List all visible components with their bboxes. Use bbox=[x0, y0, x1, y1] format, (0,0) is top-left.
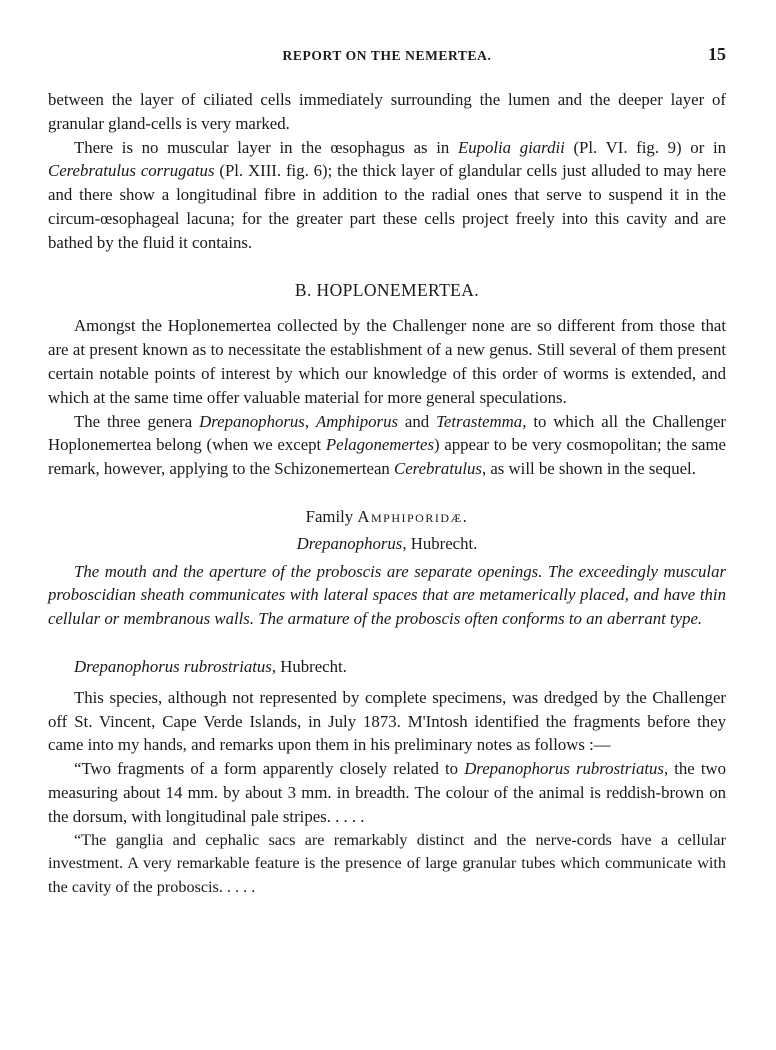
paragraph-lumen: between the layer of ciliated cells immediately surrounding the lumen and the deeper layer of granular gland-cells is very marked. bbox=[48, 90, 726, 133]
genus-diagnosis: The mouth and the aperture of the proboscis are separate openings. The exceedingly muscular proboscidian sheath communicates with lateral spaces that are metamerically placed, and have thin cellular or membranous walls. The armature of the proboscis often conforms to an aberrant type. bbox=[48, 561, 726, 629]
genus-name: Drepanophorus bbox=[296, 533, 403, 553]
paragraph-challenger-hoplonemertea: Amongst the Hoplonemertea collected by the Challenger none are so different from those that are at present known as to necessitate the establishment of a new genus. Still several of them present certain notable points of interest by which our knowledge of this order of worms is extended, and which at the same time offer valuable material for more general speculations. bbox=[48, 316, 726, 407]
genus-name: Cerebratulus bbox=[394, 459, 482, 479]
genus-name: Tetrastemma bbox=[436, 411, 523, 431]
species-heading: Drepanophorus rubrostriatus, Hubrecht. bbox=[74, 656, 347, 676]
family-heading: Family Amphiporidæ. bbox=[305, 506, 469, 526]
quotation-fragments: “Two fragments of a form apparently closely related to Drepanophorus rubrostriatus, the two measuring about 14 mm. by about 3 mm. in breadth. The colour of the animal is reddish-brown on the dorsum, with longitudinal pale stripes. . . . . bbox=[48, 759, 727, 826]
paragraph-oesophagus: There is no muscular layer in the œsophagus as in Eupolia giardii (Pl. VI. fig. 9) or in Cerebratulus corrugatus (Pl. XIII. fig. 6); the thick layer of glandular cells just alluded to may here and there show a longitudinal fibre in addition to the radial ones that serve to suspend it in the circum-œsophageal lacuna; for the greater part these cells project freely into this cavity and are bathed by the fluid it contains. bbox=[48, 137, 727, 252]
family-name: Amphiporidæ. bbox=[357, 506, 469, 526]
running-header bbox=[48, 46, 726, 68]
running-title: REPORT ON THE NEMERTEA. bbox=[282, 48, 492, 63]
species-name: Drepanophorus rubrostriatus bbox=[74, 656, 272, 676]
genus-heading: Drepanophorus, Hubrecht. bbox=[296, 533, 478, 553]
genus-name: Pelagonemertes bbox=[325, 435, 435, 455]
genus-name: Drepanophorus bbox=[199, 411, 305, 431]
species-name: Cerebratulus corrugatus bbox=[48, 161, 215, 181]
species-name: Drepanophorus rubrostriatus bbox=[464, 759, 664, 779]
page-body bbox=[48, 88, 726, 900]
species-name: Eupolia giardii bbox=[457, 137, 565, 157]
page-number: 15 bbox=[708, 44, 726, 64]
paragraph-three-genera: The three genera Drepanophorus, Amphiporus and Tetrastemma, to which all the Challenger Hoplonemertea belong (when we except Pelagonemertes) appear to be very cosmopolitan; the same remark, however, applying to the Schizonemertean Cerebratulus, as will be shown in the sequel. bbox=[48, 411, 726, 479]
section-heading-hoplonemertea: B. HOPLONEMERTEA. bbox=[294, 279, 480, 300]
genus-name: Amphiporus bbox=[315, 411, 398, 431]
quotation-ganglia: “The ganglia and cephalic sacs are remarkably distinct and the nerve-cords have a cellular investment. A very remarkable feature is the presence of large granular tubes which communicate with the cavity of the proboscis. . . . . bbox=[48, 830, 726, 897]
paragraph-species-record: This species, although not represented by complete specimens, was dredged by the Challenger off St. Vincent, Cape Verde Islands, in July 1873. M'Intosh identified the fragments before they came into my hands, and remarks upon them in his preliminary notes as follows :— bbox=[48, 687, 726, 755]
